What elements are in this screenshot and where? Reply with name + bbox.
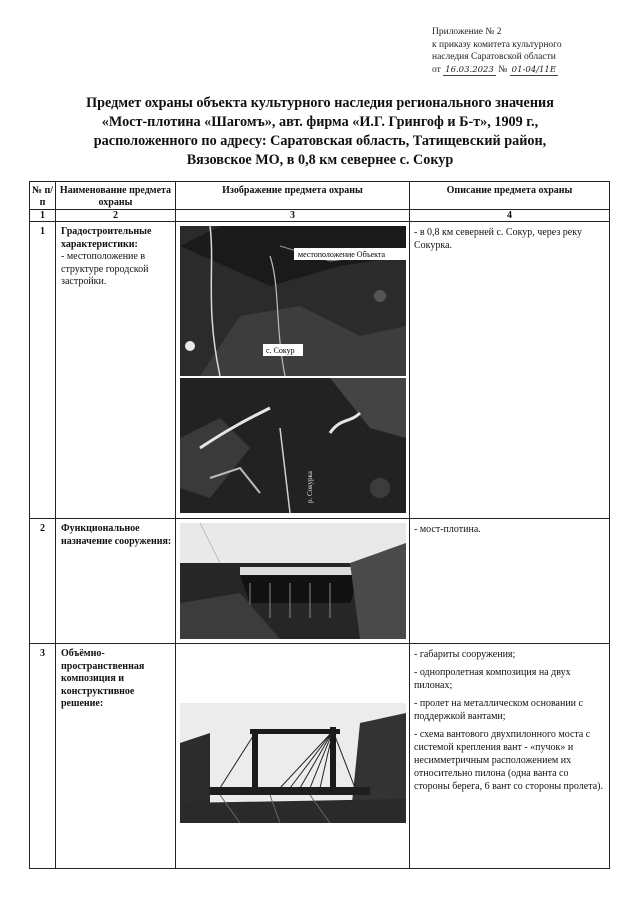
column-number: 4 <box>410 210 610 222</box>
protection-table <box>29 181 610 869</box>
header-num: № п/п <box>30 182 56 210</box>
title-line-2: «Мост-плотина «Шагомъ», авт. фирма «И.Г. Грингоф и Б-т», 1909 г., <box>101 114 539 130</box>
appendix-number: 01-04/11Е <box>511 64 557 75</box>
row-description-cell <box>410 644 610 869</box>
header-description: Описание предмета охраны <box>410 182 610 210</box>
title-line-1: Предмет охраны объекта культурного наследия регионального значения <box>86 95 554 111</box>
row-name-heading: Объёмно-пространственная композиция и конструктивное решение: <box>61 648 145 709</box>
row-name-detail: - местоположение в структуре городской застройки. <box>61 251 149 287</box>
table-row <box>30 644 610 869</box>
title-line-4: Вязовское МО, в 0,8 км севернее с. Сокур <box>186 152 454 168</box>
description-item: - однопролетная композиция на двух пилонах; <box>414 667 571 691</box>
row-number: 1 <box>30 222 56 519</box>
row-number: 2 <box>30 519 56 644</box>
row-image-cell <box>176 222 410 519</box>
row-image-cell <box>176 519 410 644</box>
table-header-row <box>30 182 610 210</box>
row-image-cell <box>176 644 410 869</box>
header-name: Наименование предмета охраны <box>56 182 176 210</box>
appendix-line-3: наследия Саратовской области <box>432 52 556 62</box>
row-name-heading: Функциональное назначение сооружения: <box>61 523 172 547</box>
row-number: 3 <box>30 644 56 869</box>
bridge-dam-photo <box>180 523 406 639</box>
row-description-cell <box>410 519 610 644</box>
row-name-cell <box>56 644 176 869</box>
river-map-image <box>180 378 406 513</box>
map-label-river: р. Сокурка <box>306 471 314 503</box>
description-item: - габариты сооружения; <box>414 649 516 660</box>
appendix-line-4 <box>432 64 562 77</box>
appendix-number-sign: № <box>498 64 508 75</box>
description-item: - мост-плотина. <box>414 524 481 535</box>
table-row <box>30 222 610 519</box>
description-item: - пролет на металлическом основании с поддержкой вантами; <box>414 698 583 722</box>
appendix-line-2: к приказу комитета культурного <box>432 39 562 50</box>
column-number: 1 <box>30 210 56 222</box>
table-row <box>30 519 610 644</box>
description-item: - схема вантового двухпилонного моста с системой крепления вант - «пучок» и несимметричным расположением их относительно пилона (одна ванта со стороны берега, 6 вант со стороны пролета). <box>414 729 603 792</box>
appendix-block <box>432 26 562 76</box>
column-number: 3 <box>176 210 410 222</box>
column-number-row <box>30 210 610 222</box>
map-label-village: с. Сокур <box>266 346 295 355</box>
row-name-cell <box>56 222 176 519</box>
description-item: - в 0,8 км северней с. Сокур, через реку Сокурка. <box>414 227 582 251</box>
appendix-date: 16.03.2023 <box>445 64 494 75</box>
appendix-line-1: Приложение № 2 <box>432 27 502 37</box>
location-map-image <box>180 226 406 376</box>
row-name-heading: Градостроительные характеристики: <box>61 226 152 250</box>
bridge-structure-photo <box>180 703 406 823</box>
row-name-cell <box>56 519 176 644</box>
document-title <box>40 94 600 170</box>
appendix-from-label: от <box>432 64 441 75</box>
column-number: 2 <box>56 210 176 222</box>
row-description-cell <box>410 222 610 519</box>
title-line-3: расположенного по адресу: Саратовская область, Татищевский район, <box>93 133 547 149</box>
map-label-object: местоположение Объекта <box>298 250 386 259</box>
header-image: Изображение предмета охраны <box>176 182 410 210</box>
